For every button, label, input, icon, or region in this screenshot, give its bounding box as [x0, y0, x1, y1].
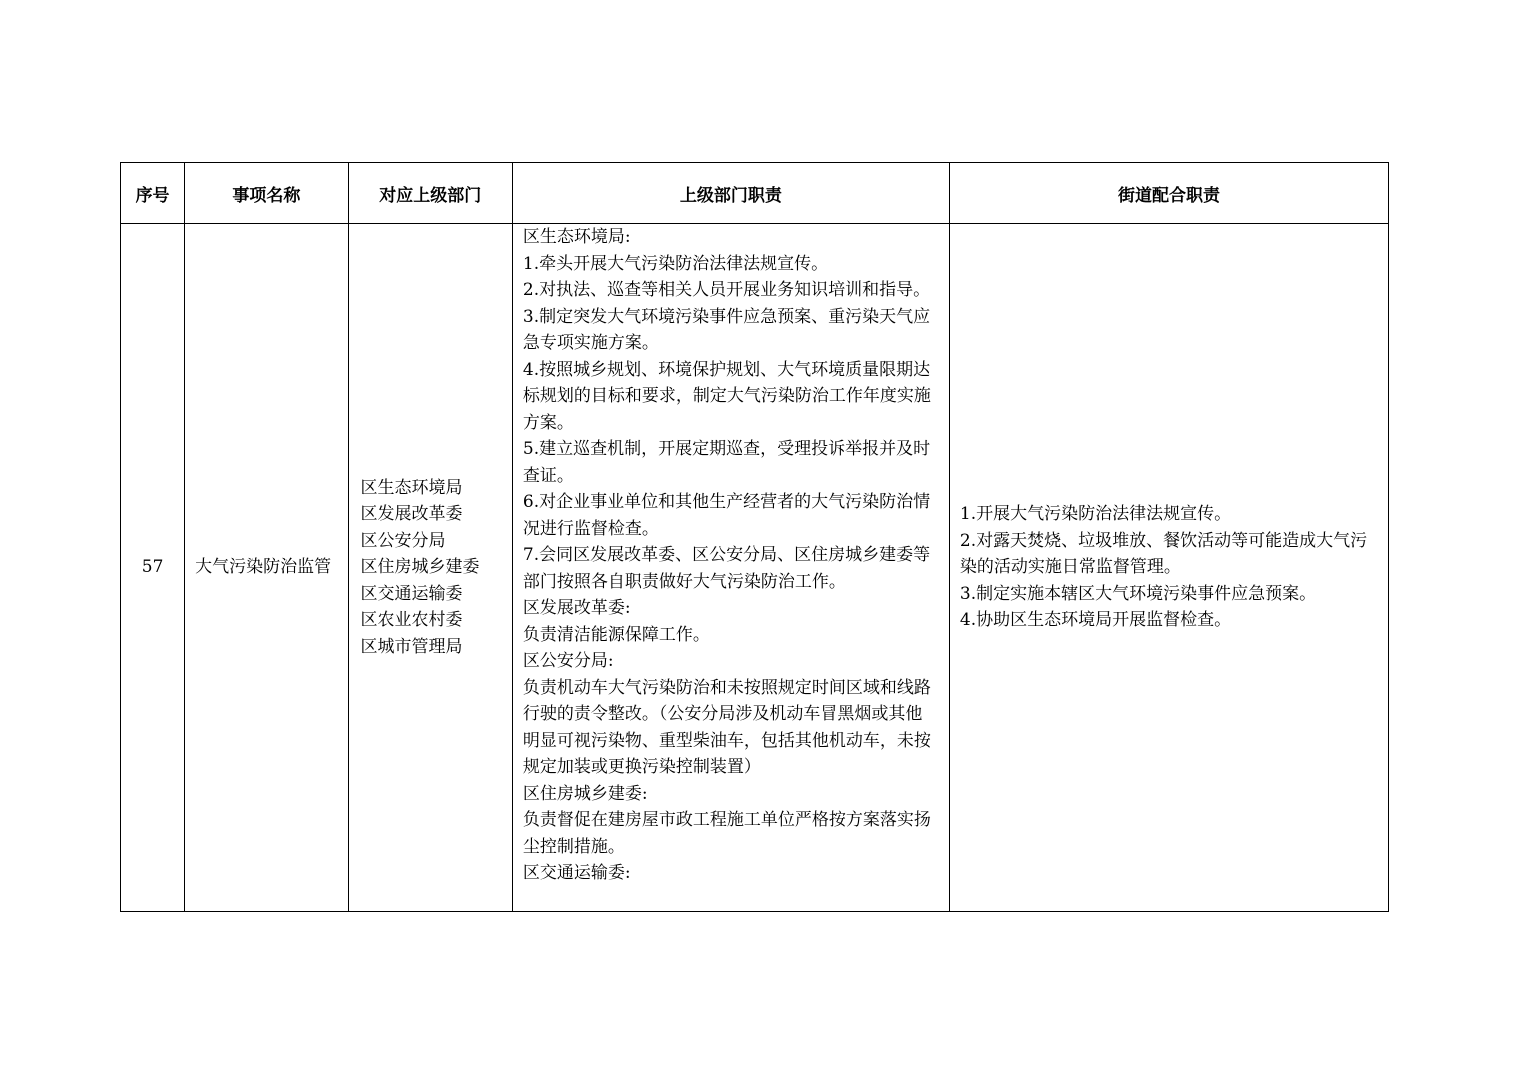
responsibility-table: [120, 162, 1389, 912]
upper-duty-line: 6.对企业事业单位和其他生产经营者的大气污染防治情况进行监督检查。: [522, 492, 931, 539]
street-duty-line: 3.制定实施本辖区大气环境污染事件应急预案。: [959, 583, 1317, 604]
dept-item: 区公安分局: [360, 530, 446, 551]
header-upper-dept: 对应上级部门: [348, 163, 512, 224]
dept-item: 区生态环境局: [360, 477, 463, 498]
item-name: 大气污染防治监管: [185, 224, 348, 912]
dept-item: 区发展改革委: [360, 504, 463, 525]
upper-duties-text: [513, 224, 949, 911]
upper-duty-line: 负责机动车大气污染防治和未按照规定时间区域和线路行驶的责令整改。（公安分局涉及机动车冒黑烟或其他明显可视污染物、重型柴油车，包括其他机动车，未按规定加装或更换污染控制装置）: [522, 677, 931, 777]
header-upper-duties: 上级部门职责: [512, 163, 949, 224]
upper-duty-line: 2.对执法、巡查等相关人员开展业务知识培训和指导。: [522, 280, 931, 300]
upper-duty-line: 区发展改革委:: [522, 598, 631, 618]
upper-duty-line: 区公安分局:: [522, 651, 614, 671]
upper-duty-line: 1.牵头开展大气污染防治法律法规宣传。: [522, 253, 829, 274]
header-item-name: 事项名称: [185, 163, 348, 224]
header-no: 序号: [121, 163, 185, 224]
street-duty-line: 1.开展大气污染防治法律法规宣传。: [959, 504, 1232, 525]
table-header-row: [121, 163, 1389, 224]
street-duty-line: 2.对露天焚烧、垃圾堆放、餐饮活动等可能造成大气污染的活动实施日常监督管理。: [959, 530, 1368, 578]
upper-duty-line: 3.制定突发大气环境污染事件应急预案、重污染天气应急专项实施方案。: [522, 306, 931, 353]
upper-duty-line: 区住房城乡建委:: [522, 783, 648, 804]
dept-list-cell: [348, 224, 512, 912]
upper-duty-line: 区生态环境局:: [522, 227, 631, 247]
street-duty-line: 4.协助区生态环境局开展监督检查。: [959, 610, 1232, 631]
upper-duty-line: 区交通运输委:: [522, 863, 631, 883]
dept-item: 区农业农村委: [360, 610, 463, 631]
upper-duties-cell: [512, 224, 949, 912]
table-row: [121, 224, 1389, 912]
header-street-duties: 街道配合职责: [949, 163, 1388, 224]
street-duties-cell: [949, 224, 1388, 912]
upper-duty-line: 负责督促在建房屋市政工程施工单位严格按方案落实扬尘控制措施。: [522, 810, 931, 857]
row-number: 57: [121, 224, 185, 912]
dept-item: 区交通运输委: [360, 583, 463, 604]
upper-duty-line: 负责清洁能源保障工作。: [522, 624, 710, 645]
upper-duty-line: 7.会同区发展改革委、区公安分局、区住房城乡建委等部门按照各自职责做好大气污染防治工作。: [522, 545, 931, 592]
upper-duty-line: 5.建立巡查机制，开展定期巡查，受理投诉举报并及时查证。: [522, 439, 931, 486]
upper-duty-line: 4.按照城乡规划、环境保护规划、大气环境质量限期达标规划的目标和要求，制定大气污染防治工作年度实施方案。: [522, 359, 931, 433]
dept-item: 区城市管理局: [360, 636, 463, 657]
dept-item: 区住房城乡建委: [360, 557, 480, 578]
